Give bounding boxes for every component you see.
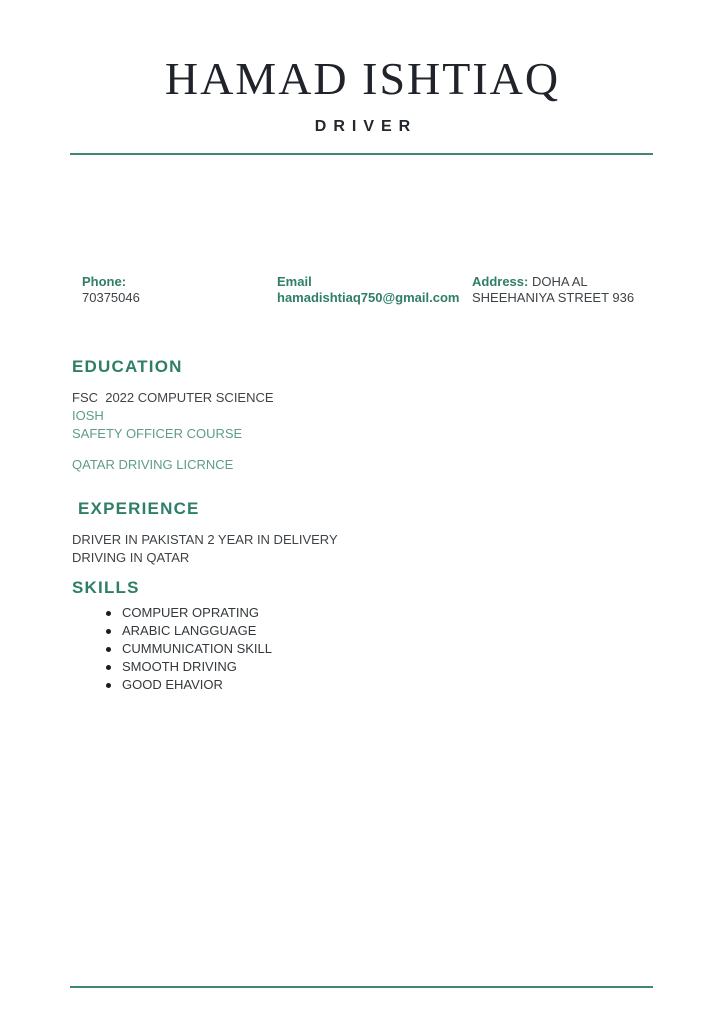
experience-line: DRIVER IN PAKISTAN 2 YEAR IN DELIVERY xyxy=(72,532,338,547)
address-label: Address: xyxy=(472,274,529,289)
contact-email-block xyxy=(277,274,472,306)
skill-item: ARABIC LANGGUAGE xyxy=(104,622,653,640)
education-section xyxy=(72,358,653,474)
resume-header xyxy=(0,0,725,136)
skills-list xyxy=(104,604,653,694)
education-cert-safety: SAFETY OFFICER COURSE xyxy=(72,426,243,441)
experience-line: DRIVING IN QATAR xyxy=(72,550,190,565)
education-cert-iosh: IOSH xyxy=(72,408,104,423)
contact-address-block xyxy=(472,274,662,306)
education-degree: FSC 2022 COMPUTER SCIENCE xyxy=(72,390,274,405)
phone-label: Phone: xyxy=(82,274,127,289)
phone-value: 70375046 xyxy=(82,290,140,305)
job-title: DRIVER xyxy=(314,118,418,135)
experience-heading: EXPERIENCE xyxy=(78,499,200,518)
contact-phone-block xyxy=(82,274,277,306)
divider-top xyxy=(70,153,653,155)
email-label: Email xyxy=(277,274,312,289)
skill-item: CUMMUNICATION SKILL xyxy=(104,640,653,658)
address-value: DOHA AL SHEEHANIYA STREET 936 xyxy=(472,274,635,305)
skill-item: GOOD EHAVIOR xyxy=(104,676,653,694)
skills-section xyxy=(72,579,653,694)
education-cert-licence: QATAR DRIVING LICRNCE xyxy=(72,457,234,472)
education-body xyxy=(72,389,653,474)
skills-heading: SKILLS xyxy=(72,578,140,597)
divider-bottom xyxy=(70,986,653,988)
email-value: hamadishtiaq750@gmail.com xyxy=(277,290,460,305)
education-heading: EDUCATION xyxy=(72,357,183,376)
spacer xyxy=(72,443,653,456)
skill-item: COMPUER OPRATING xyxy=(104,604,653,622)
experience-body xyxy=(72,531,653,567)
skill-item: SMOOTH DRIVING xyxy=(104,658,653,676)
experience-section xyxy=(72,500,653,567)
contact-section xyxy=(82,274,725,306)
person-name: HAMAD ISHTIAQ xyxy=(164,53,561,104)
